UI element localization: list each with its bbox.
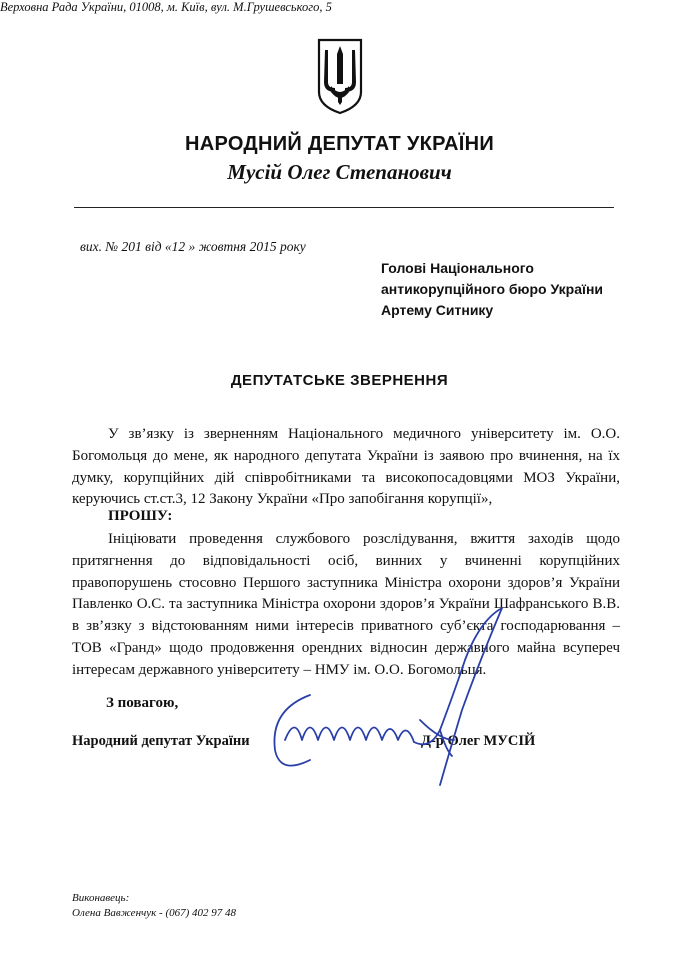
- addressee-line-2: антикорупційного бюро України: [381, 281, 604, 297]
- deputy-name: Мусій Олег Степанович: [227, 160, 452, 184]
- closing-regards: З повагою,: [106, 695, 179, 711]
- addressee-line-1: Голові Національного: [381, 260, 534, 276]
- request-label: ПРОШУ:: [108, 508, 173, 524]
- signatory-name: Д-р Олег МУСІЙ: [421, 733, 536, 749]
- deputy-address: Верховна Рада України, 01008, м. Київ, вул. М.Грушевського, 5: [0, 0, 332, 14]
- addressee-line-3: Артему Ситнику: [381, 302, 494, 318]
- signatory-position: Народний депутат України: [72, 733, 250, 749]
- header-divider: [74, 207, 614, 208]
- executor-contact: Олена Вавженчук - (067) 402 97 48: [72, 907, 237, 919]
- body-paragraph-2: Ініціювати проведення службового розслідування, вжиття заходів щодо притягнення до відповідальності осіб, винних у вчиненні корупційних правопорушень стосовно Першого заступника Міністра охорони здоров’я України Павленко О.С. та заступника Міністра охорони здоров’я України Шафранського В.В. в зв’язку з відстоюванням ними інтересів приватного суб’єкта господарювання – ТОВ «Гранд» щодо продовження орендних відносин державного майна всупереч інтересам державного університету – НМУ ім. О.О. Богомольця.: [72, 531, 620, 678]
- addressee-block: [381, 258, 603, 321]
- letter-heading: ДЕПУТАТСЬКЕ ЗВЕРНЕННЯ: [230, 372, 449, 389]
- outgoing-number: вих. № 201 від «12 » жовтня 2015 року: [80, 239, 306, 254]
- deputy-title: НАРОДНИЙ ДЕПУТАТ УКРАЇНИ: [184, 133, 495, 155]
- handwritten-signature-icon: [240, 600, 540, 800]
- executor-label: Виконавець:: [72, 892, 130, 904]
- trident-emblem-icon: [315, 36, 365, 116]
- body-paragraph-1: У зв’язку із зверненням Національного медичного університету ім. О.О. Богомольця до мене, як народного депутата України із заявою про вчинення, на їх думку, корупційних дій співробітниками та високопосадовцями МОЗ України, керуючись ст.ст.3, 12 Закону України «Про запобігання корупції»,: [72, 426, 620, 508]
